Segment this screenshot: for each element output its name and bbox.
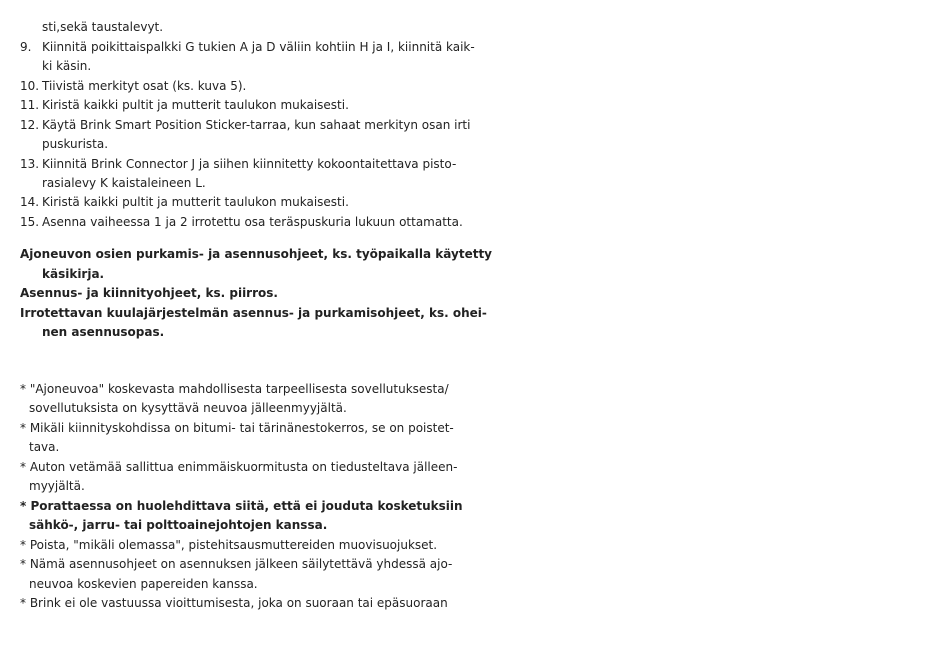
footnote: * Mikäli kiinnityskohdissa on bitumi- tai tärinänestokerros, se on poistet- <box>20 421 454 435</box>
bold-note: Irrotettavan kuulajärjestelmän asennus- ja purkamisohjeet, ks. ohei- <box>20 306 487 320</box>
bold-note-cont: nen asennusopas. <box>42 325 165 339</box>
bold-note-cont: käsikirja. <box>42 267 105 281</box>
step-item: 13. Kiinnitä Brink Connector J ja siihen kiinnitetty kokoontaitettava pisto- <box>20 157 457 171</box>
footnote: * "Ajoneuvoa" koskevasta mahdollisesta tarpeellisesta sovellutuksesta/ <box>20 382 449 396</box>
step-item: 11. Kiristä kaikki pultit ja mutterit taulukon mukaisesti. <box>20 98 349 112</box>
step-item: 14. Kiristä kaikki pultit ja mutterit taulukon mukaisesti. <box>20 195 349 209</box>
footnote: * Poista, "mikäli olemassa", pistehitsausmuttereiden muovisuojukset. <box>20 538 438 552</box>
footnote-cont: sovellutuksista on kysyttävä neuvoa jälleenmyyjältä. <box>29 401 347 415</box>
continued-line: sti,sekä taustalevyt. <box>42 20 164 34</box>
footnote: * Nämä asennusohjeet on asennuksen jälkeen säilytettävä yhdessä ajo- <box>20 557 453 571</box>
footnote-cont: myyjältä. <box>29 479 85 493</box>
step-item: 9. Kiinnitä poikittaispalkki G tukien A ja D väliin kohtiin H ja I, kiinnitä kaik- <box>20 40 475 54</box>
step-item: 15. Asenna vaiheessa 1 ja 2 irrotettu osa teräspuskuria lukuun ottamatta. <box>20 215 463 229</box>
footnote-bold: * Porattaessa on huolehdittava siitä, että ei jouduta kosketuksiin <box>20 499 463 513</box>
step-item-cont: ki käsin. <box>42 59 92 73</box>
footnote: * Brink ei ole vastuussa vioittumisesta, joka on suoraan tai epäsuoraan <box>20 596 448 610</box>
footnote-bold-cont: sähkö-, jarru- tai polttoainejohtojen kanssa. <box>29 518 328 532</box>
step-item: 10. Tiivistä merkityt osat (ks. kuva 5). <box>20 79 247 93</box>
footnote: * Auton vetämää sallittua enimmäiskuormitusta on tiedusteltava jälleen- <box>20 460 458 474</box>
footnote-cont: neuvoa koskevien papereiden kanssa. <box>29 577 258 591</box>
footnote-cont: tava. <box>29 440 60 454</box>
step-item: 12. Käytä Brink Smart Position Sticker-tarraa, kun sahaat merkityn osan irti <box>20 118 471 132</box>
bold-note: Asennus- ja kiinnityohjeet, ks. piirros. <box>20 286 278 300</box>
step-item-cont: rasialevy K kaistaleineen L. <box>42 176 206 190</box>
bold-note: Ajoneuvon osien purkamis- ja asennusohjeet, ks. työpaikalla käytetty <box>20 247 492 261</box>
step-item-cont: puskurista. <box>42 137 109 151</box>
